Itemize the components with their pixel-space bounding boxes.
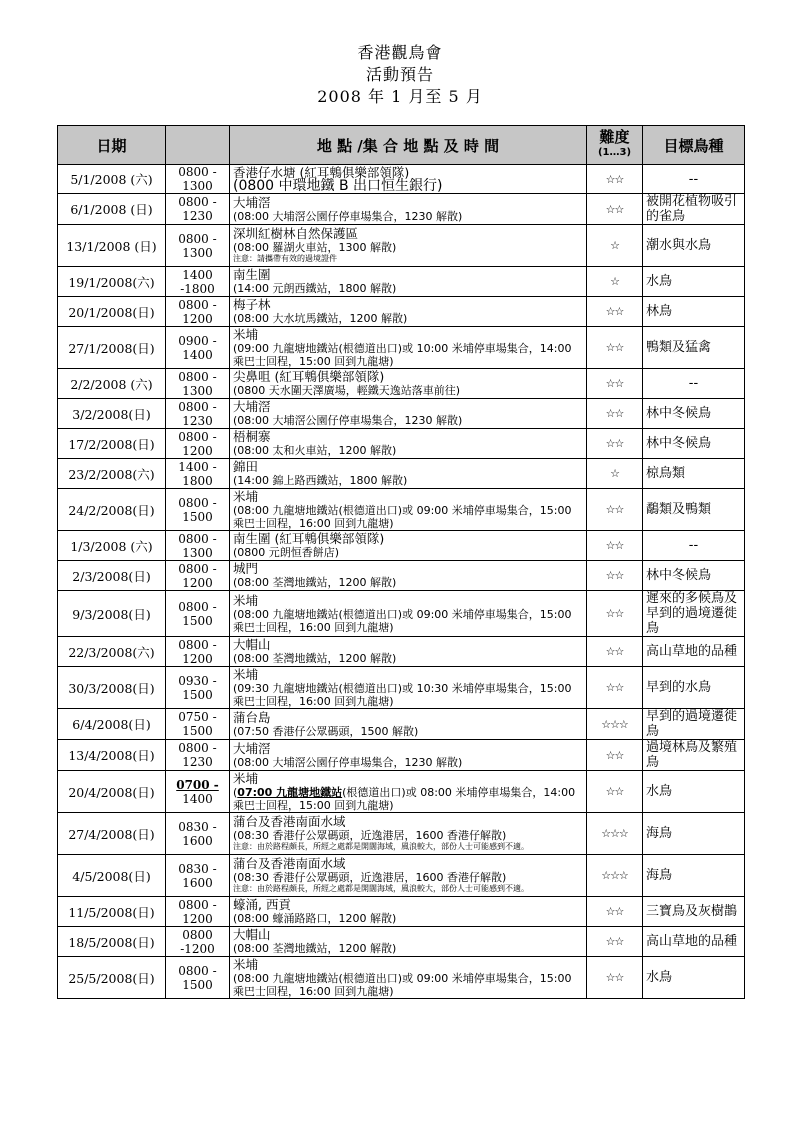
event-location bbox=[230, 165, 587, 194]
col-header-target: 目標鳥種 bbox=[643, 126, 745, 165]
event-date: 17/2/2008(日) bbox=[58, 429, 166, 459]
target-birds: 林鳥 bbox=[643, 297, 745, 327]
meeting-details: (07:00 九龍塘地鐵站(根德道出口)或 08:00 米埔停車場集合，14:00 乘巴士回程，15:00 回到九龍塘) bbox=[233, 785, 576, 812]
time-start: 0700 - bbox=[176, 777, 219, 792]
meeting-details: (08:00 荃灣地鐵站，1200 解散) bbox=[233, 652, 397, 665]
target-birds: 水鳥 bbox=[643, 771, 745, 813]
difficulty-label: 難度 bbox=[599, 128, 630, 146]
table-row bbox=[58, 267, 745, 297]
target-birds: 過境林鳥及繁殖鳥 bbox=[643, 740, 745, 771]
event-time bbox=[166, 813, 230, 855]
meeting-details: (0800 中環地鐵 B 出口恒生銀行) bbox=[233, 177, 443, 194]
target-birds: 潮水與水鳥 bbox=[643, 225, 745, 267]
schedule-body bbox=[58, 165, 745, 999]
location-name: 蠔涌, 西貢 bbox=[233, 897, 291, 912]
event-time bbox=[166, 369, 230, 399]
event-time bbox=[166, 771, 230, 813]
col-header-difficulty bbox=[587, 126, 643, 165]
event-time bbox=[166, 429, 230, 459]
event-date: 18/5/2008(日) bbox=[58, 927, 166, 957]
location-name: 米埔 bbox=[233, 956, 259, 972]
table-row bbox=[58, 740, 745, 771]
difficulty-stars: ☆☆ bbox=[587, 531, 643, 561]
time-end: 1800 bbox=[182, 473, 213, 488]
table-row bbox=[58, 489, 745, 531]
event-date: 23/2/2008(六) bbox=[58, 459, 166, 489]
location-name: 米埔 bbox=[233, 326, 259, 342]
event-date: 13/1/2008 (日) bbox=[58, 225, 166, 267]
difficulty-stars: ☆☆ bbox=[587, 369, 643, 399]
meeting-details: (08:00 羅湖火車站，1300 解散) bbox=[233, 241, 397, 254]
location-name: 大帽山 bbox=[233, 637, 271, 652]
meeting-details: (14:00 錦上路西鐵站，1800 解散) bbox=[233, 474, 408, 487]
event-time bbox=[166, 531, 230, 561]
table-row bbox=[58, 709, 745, 740]
event-location bbox=[230, 194, 587, 225]
event-location bbox=[230, 459, 587, 489]
event-date: 6/4/2008(日) bbox=[58, 709, 166, 740]
difficulty-stars: ☆☆ bbox=[587, 771, 643, 813]
target-birds: 椋鳥類 bbox=[643, 459, 745, 489]
event-date: 2/2/2008 (六) bbox=[58, 369, 166, 399]
location-name: 錦田 bbox=[233, 459, 259, 474]
time-start: 0800 - bbox=[178, 297, 217, 312]
meeting-details: (08:00 大水坑馬鐵站，1200 解散) bbox=[233, 312, 408, 325]
event-date: 30/3/2008(日) bbox=[58, 667, 166, 709]
time-start: 0800 - bbox=[178, 369, 217, 384]
difficulty-stars: ☆☆ bbox=[587, 489, 643, 531]
time-start: 0800 - bbox=[178, 165, 217, 179]
table-row bbox=[58, 637, 745, 667]
target-birds: 高山草地的品種 bbox=[643, 927, 745, 957]
time-start: 1400 bbox=[182, 267, 213, 282]
difficulty-stars: ☆☆ bbox=[587, 165, 643, 194]
time-start: 0750 - bbox=[178, 710, 217, 724]
event-time bbox=[166, 459, 230, 489]
meeting-details: (0800 天水圍天澤廣場，輕鐵天逸站落車前往) bbox=[233, 384, 461, 397]
event-location bbox=[230, 531, 587, 561]
time-start: 0800 - bbox=[178, 495, 217, 510]
location-name: 米埔 bbox=[233, 666, 259, 682]
difficulty-stars: ☆☆ bbox=[587, 561, 643, 591]
difficulty-stars: ☆☆ bbox=[587, 327, 643, 369]
difficulty-stars: ☆ bbox=[587, 225, 643, 267]
event-time bbox=[166, 591, 230, 637]
time-start: 0800 - bbox=[178, 637, 217, 652]
event-date: 5/1/2008 (六) bbox=[58, 165, 166, 194]
location-name: 香港仔水塘 (紅耳鵯俱樂部領隊) bbox=[233, 164, 410, 180]
time-end: 1400 bbox=[182, 347, 213, 362]
difficulty-stars: ☆☆ bbox=[587, 740, 643, 771]
difficulty-stars: ☆☆ bbox=[587, 399, 643, 429]
event-date: 24/2/2008(日) bbox=[58, 489, 166, 531]
table-row bbox=[58, 429, 745, 459]
target-birds: 高山草地的品種 bbox=[643, 637, 745, 667]
meeting-details: (0800 元朗恒香餅店) bbox=[233, 546, 340, 559]
time-start: 0930 - bbox=[178, 673, 217, 688]
time-end: -1200 bbox=[180, 941, 215, 956]
time-end: 1200 bbox=[182, 575, 213, 590]
event-time bbox=[166, 297, 230, 327]
event-time bbox=[166, 489, 230, 531]
event-location bbox=[230, 399, 587, 429]
event-time bbox=[166, 927, 230, 957]
location-name: 米埔 bbox=[233, 592, 259, 608]
time-start: 0830 - bbox=[178, 819, 217, 834]
time-end: 1200 bbox=[182, 651, 213, 666]
time-start: 0800 - bbox=[178, 561, 217, 576]
time-start: 1400 - bbox=[178, 459, 217, 474]
meeting-details: (08:00 九龍塘地鐵站(根德道出口)或 09:00 米埔停車場集合，15:00 乘巴士回程，16:00 回到九龍塘) bbox=[233, 971, 572, 998]
time-end: 1500 bbox=[182, 613, 213, 628]
meeting-details: (08:00 大埔滘公園仔停車場集合，1230 解散) bbox=[233, 209, 463, 223]
table-row bbox=[58, 771, 745, 813]
time-start: 0800 - bbox=[178, 531, 217, 546]
difficulty-stars: ☆☆ bbox=[587, 429, 643, 459]
table-row bbox=[58, 927, 745, 957]
event-location bbox=[230, 740, 587, 771]
location-name: 米埔 bbox=[233, 488, 259, 504]
event-date: 9/3/2008(日) bbox=[58, 591, 166, 637]
time-end: 1600 bbox=[182, 833, 213, 848]
time-start: 0800 - bbox=[178, 429, 217, 444]
location-name: 蒲台島 bbox=[233, 709, 271, 725]
table-row bbox=[58, 194, 745, 225]
time-start: 0800 - bbox=[178, 897, 217, 912]
location-name: 尖鼻咀 (紅耳鵯俱樂部領隊) bbox=[233, 369, 385, 384]
table-row bbox=[58, 667, 745, 709]
target-birds: 早到的水鳥 bbox=[643, 667, 745, 709]
target-birds: 海鳥 bbox=[643, 813, 745, 855]
target-birds: -- bbox=[643, 531, 745, 561]
location-name: 梅子林 bbox=[233, 297, 271, 312]
event-date: 2/3/2008(日) bbox=[58, 561, 166, 591]
event-time bbox=[166, 740, 230, 771]
event-date: 11/5/2008(日) bbox=[58, 897, 166, 927]
table-row bbox=[58, 369, 745, 399]
event-location bbox=[230, 297, 587, 327]
table-row bbox=[58, 591, 745, 637]
meeting-details: (08:00 九龍塘地鐵站(根德道出口)或 09:00 米埔停車場集合，15:00 乘巴士回程，16:00 回到九龍塘) bbox=[233, 607, 572, 634]
table-header-row bbox=[58, 126, 745, 165]
meeting-details: (08:00 大埔滘公園仔停車場集合，1230 解散) bbox=[233, 414, 463, 427]
location-name: 南生圍 (紅耳鵯俱樂部領隊) bbox=[233, 531, 385, 546]
event-time bbox=[166, 709, 230, 740]
time-start: 0800 - bbox=[178, 963, 217, 978]
meeting-details: (08:00 荃灣地鐵站，1200 解散) bbox=[233, 942, 397, 955]
difficulty-stars: ☆☆ bbox=[587, 927, 643, 957]
location-name: 蒲台及香港南面水域 bbox=[233, 856, 346, 871]
event-date: 22/3/2008(六) bbox=[58, 637, 166, 667]
event-date: 27/1/2008(日) bbox=[58, 327, 166, 369]
meeting-details: (08:00 大埔滘公園仔停車場集合，1230 解散) bbox=[233, 755, 463, 769]
location-name: 大埔滘 bbox=[233, 740, 271, 756]
event-time bbox=[166, 194, 230, 225]
location-name: 大埔滘 bbox=[233, 399, 271, 414]
meeting-details: (08:00 荃灣地鐵站，1200 解散) bbox=[233, 576, 397, 589]
location-name: 城門 bbox=[233, 561, 259, 576]
meeting-details: (09:30 九龍塘地鐵站(根德道出口)或 10:30 米埔停車場集合，15:00 乘巴士回程，16:00 回到九龍塘) bbox=[233, 681, 572, 708]
table-row bbox=[58, 165, 745, 194]
table-row bbox=[58, 531, 745, 561]
table-row bbox=[58, 855, 745, 897]
time-end: 1600 bbox=[182, 875, 213, 890]
event-date: 27/4/2008(日) bbox=[58, 813, 166, 855]
target-birds: 鷸類及鴨類 bbox=[643, 489, 745, 531]
time-end: 1400 bbox=[182, 791, 213, 806]
table-row bbox=[58, 957, 745, 999]
difficulty-stars: ☆☆☆ bbox=[587, 709, 643, 740]
event-time bbox=[166, 399, 230, 429]
difficulty-stars: ☆☆ bbox=[587, 591, 643, 637]
time-end: 1500 bbox=[182, 687, 213, 702]
table-row bbox=[58, 399, 745, 429]
event-time bbox=[166, 561, 230, 591]
event-location bbox=[230, 957, 587, 999]
meeting-details: (08:00 太和火車站，1200 解散) bbox=[233, 444, 397, 457]
event-location bbox=[230, 667, 587, 709]
target-birds: 水鳥 bbox=[643, 957, 745, 999]
event-time bbox=[166, 225, 230, 267]
target-birds: 海鳥 bbox=[643, 855, 745, 897]
meeting-details: (09:00 九龍塘地鐵站(根德道出口)或 10:00 米埔停車場集合，14:00 乘巴士回程，15:00 回到九龍塘) bbox=[233, 341, 572, 368]
event-date: 4/5/2008(日) bbox=[58, 855, 166, 897]
target-birds: 鴨類及猛禽 bbox=[643, 327, 745, 369]
time-start: 0800 - bbox=[178, 741, 217, 755]
doc-subtitle: 活動預告 bbox=[365, 65, 434, 84]
time-start: 0900 - bbox=[178, 333, 217, 348]
meeting-details-rest: (根德道出口)或 08:00 米埔停車場集合，14:00 乘巴士回程，15:00 回到九龍塘) bbox=[233, 785, 576, 812]
time-end: 1500 bbox=[182, 509, 213, 524]
difficulty-stars: ☆☆ bbox=[587, 897, 643, 927]
event-date: 6/1/2008 (日) bbox=[58, 194, 166, 225]
event-time bbox=[166, 957, 230, 999]
time-start: 0800 - bbox=[178, 195, 217, 209]
target-birds: 林中冬候鳥 bbox=[643, 561, 745, 591]
event-location bbox=[230, 927, 587, 957]
event-time bbox=[166, 165, 230, 194]
event-location bbox=[230, 369, 587, 399]
event-location bbox=[230, 855, 587, 897]
difficulty-stars: ☆☆☆ bbox=[587, 813, 643, 855]
event-location bbox=[230, 561, 587, 591]
event-note: 注意：由於路程頗長，所經之處都是開闊海域，風浪較大，部份人士可能感到不適。 bbox=[233, 842, 529, 851]
difficulty-stars: ☆☆ bbox=[587, 667, 643, 709]
event-location bbox=[230, 267, 587, 297]
table-row bbox=[58, 459, 745, 489]
event-location bbox=[230, 489, 587, 531]
target-birds: 遲來的多候鳥及早到的過境遷徙鳥 bbox=[643, 591, 745, 637]
location-name: 深圳紅樹林自然保護區 bbox=[233, 226, 359, 241]
event-note: 注意：請攜帶有效的過境證件 bbox=[233, 254, 337, 263]
time-end: 1230 bbox=[182, 755, 213, 769]
target-birds: -- bbox=[643, 165, 745, 194]
difficulty-stars: ☆ bbox=[587, 267, 643, 297]
event-location bbox=[230, 709, 587, 740]
time-end: 1300 bbox=[182, 245, 213, 260]
difficulty-stars: ☆☆ bbox=[587, 297, 643, 327]
table-row bbox=[58, 297, 745, 327]
time-start: 0800 - bbox=[178, 231, 217, 246]
time-end: 1300 bbox=[182, 179, 213, 193]
meeting-details: (08:00 蠔涌路路口，1200 解散) bbox=[233, 912, 397, 925]
event-date: 25/5/2008(日) bbox=[58, 957, 166, 999]
target-birds: -- bbox=[643, 369, 745, 399]
difficulty-stars: ☆☆ bbox=[587, 194, 643, 225]
meeting-details: (14:00 元朗西鐵站，1800 解散) bbox=[233, 282, 397, 295]
event-time bbox=[166, 637, 230, 667]
event-location bbox=[230, 225, 587, 267]
time-start: 0800 bbox=[182, 927, 213, 942]
target-birds: 被開花植物吸引的雀鳥 bbox=[643, 194, 745, 225]
time-start: 0830 - bbox=[178, 861, 217, 876]
table-row bbox=[58, 225, 745, 267]
target-birds: 早到的過境遷徙鳥 bbox=[643, 709, 745, 740]
table-row bbox=[58, 813, 745, 855]
event-location bbox=[230, 771, 587, 813]
location-name: 大埔滘 bbox=[233, 194, 271, 210]
target-birds: 林中冬候鳥 bbox=[643, 429, 745, 459]
event-location bbox=[230, 591, 587, 637]
time-end: -1800 bbox=[180, 281, 215, 296]
event-date: 1/3/2008 (六) bbox=[58, 531, 166, 561]
event-time bbox=[166, 267, 230, 297]
event-location bbox=[230, 897, 587, 927]
event-date: 19/1/2008(六) bbox=[58, 267, 166, 297]
time-end: 1200 bbox=[182, 311, 213, 326]
difficulty-stars: ☆ bbox=[587, 459, 643, 489]
event-time bbox=[166, 327, 230, 369]
event-location bbox=[230, 327, 587, 369]
col-header-date: 日期 bbox=[58, 126, 166, 165]
location-name: 梧桐寨 bbox=[233, 429, 271, 444]
table-row bbox=[58, 327, 745, 369]
event-location bbox=[230, 813, 587, 855]
event-location bbox=[230, 429, 587, 459]
target-birds: 水鳥 bbox=[643, 267, 745, 297]
target-birds: 三寶鳥及灰樹鵲 bbox=[643, 897, 745, 927]
meeting-details: (08:30 香港仔公眾碼頭，近逸港居，1600 香港仔解散) bbox=[233, 829, 507, 842]
doc-period: 2008 年 1 月至 5 月 bbox=[317, 87, 483, 106]
table-row bbox=[58, 561, 745, 591]
time-end: 1200 bbox=[182, 911, 213, 926]
location-name: 南生圍 bbox=[233, 267, 271, 282]
document-header bbox=[0, 0, 800, 108]
event-time bbox=[166, 667, 230, 709]
target-birds: 林中冬候鳥 bbox=[643, 399, 745, 429]
col-header-time bbox=[166, 126, 230, 165]
event-time bbox=[166, 855, 230, 897]
schedule-table bbox=[57, 125, 745, 999]
difficulty-range: (1…3) bbox=[597, 147, 632, 158]
event-date: 20/4/2008(日) bbox=[58, 771, 166, 813]
time-start: 0800 - bbox=[178, 399, 217, 414]
time-start: 0800 - bbox=[178, 599, 217, 614]
meeting-details: (07:50 香港仔公眾碼頭，1500 解散) bbox=[233, 724, 419, 738]
difficulty-stars: ☆☆ bbox=[587, 957, 643, 999]
time-end: 1500 bbox=[182, 977, 213, 992]
event-date: 13/4/2008(日) bbox=[58, 740, 166, 771]
event-date: 3/2/2008(日) bbox=[58, 399, 166, 429]
time-end: 1230 bbox=[182, 413, 213, 428]
event-location bbox=[230, 637, 587, 667]
meeting-details: (08:00 九龍塘地鐵站(根德道出口)或 09:00 米埔停車場集合，15:00 乘巴士回程，16:00 回到九龍塘) bbox=[233, 503, 572, 530]
location-name: 大帽山 bbox=[233, 927, 271, 942]
location-name: 米埔 bbox=[233, 770, 259, 786]
difficulty-stars: ☆☆ bbox=[587, 637, 643, 667]
event-date: 20/1/2008(日) bbox=[58, 297, 166, 327]
time-end: 1300 bbox=[182, 383, 213, 398]
meeting-point-emphasis: 07:00 九龍塘地鐵站 bbox=[237, 785, 343, 799]
event-time bbox=[166, 897, 230, 927]
time-end: 1230 bbox=[182, 209, 213, 223]
event-note: 注意：由於路程頗長，所經之處都是開闊海域，風浪較大，部份人士可能感到不適。 bbox=[233, 884, 529, 893]
time-end: 1200 bbox=[182, 443, 213, 458]
org-title: 香港觀鳥會 bbox=[357, 43, 443, 62]
time-end: 1500 bbox=[182, 724, 213, 738]
table-row bbox=[58, 897, 745, 927]
difficulty-stars: ☆☆☆ bbox=[587, 855, 643, 897]
time-end: 1300 bbox=[182, 545, 213, 560]
location-name: 蒲台及香港南面水域 bbox=[233, 814, 346, 829]
meeting-details: (08:30 香港仔公眾碼頭，近逸港居，1600 香港仔解散) bbox=[233, 871, 507, 884]
col-header-location: 地 點 /集 合 地 點 及 時 間 bbox=[230, 126, 587, 165]
